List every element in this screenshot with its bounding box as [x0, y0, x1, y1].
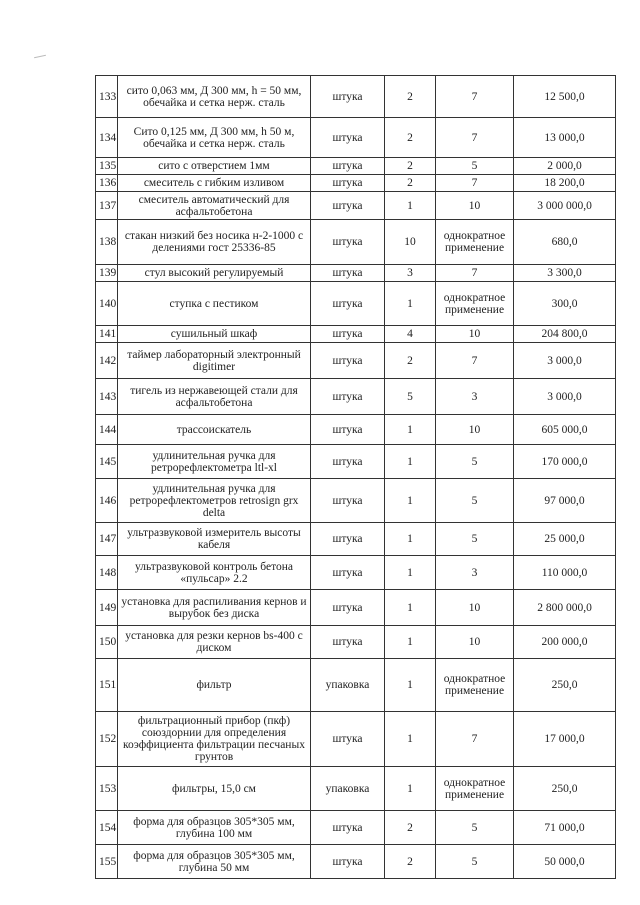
row-number: 139: [96, 265, 118, 282]
service-term: 7: [436, 265, 514, 282]
row-number: 140: [96, 282, 118, 326]
quantity: 4: [385, 326, 436, 343]
quantity: 1: [385, 590, 436, 626]
service-term: 5: [436, 158, 514, 175]
price: 3 000,0: [514, 379, 616, 415]
table-body: [96, 76, 616, 879]
row-number: 134: [96, 118, 118, 158]
unit-of-measure: штука: [311, 712, 385, 767]
item-name: смеситель автоматический для асфальтобетона: [118, 192, 311, 220]
service-term: 5: [436, 811, 514, 845]
service-term: 7: [436, 175, 514, 192]
quantity: 1: [385, 523, 436, 556]
item-name: сито с отверстием 1мм: [118, 158, 311, 175]
item-name: сито 0,063 мм, Д 300 мм, h = 50 мм, обечайка и сетка нерж. сталь: [118, 76, 311, 118]
item-name: фильтр: [118, 659, 311, 712]
quantity: 1: [385, 415, 436, 445]
row-number: 146: [96, 479, 118, 523]
row-number: 137: [96, 192, 118, 220]
row-number: 133: [96, 76, 118, 118]
row-number: 144: [96, 415, 118, 445]
unit-of-measure: штука: [311, 265, 385, 282]
row-number: 141: [96, 326, 118, 343]
price: 18 200,0: [514, 175, 616, 192]
price: 25 000,0: [514, 523, 616, 556]
item-name: смеситель с гибким изливом: [118, 175, 311, 192]
quantity: 2: [385, 76, 436, 118]
unit-of-measure: штука: [311, 379, 385, 415]
price: 200 000,0: [514, 626, 616, 659]
quantity: 2: [385, 158, 436, 175]
table-row: [96, 590, 616, 626]
service-term: 7: [436, 76, 514, 118]
table-row: [96, 282, 616, 326]
row-number: 142: [96, 343, 118, 379]
price: 2 800 000,0: [514, 590, 616, 626]
unit-of-measure: штука: [311, 282, 385, 326]
unit-of-measure: штука: [311, 343, 385, 379]
quantity: 2: [385, 343, 436, 379]
table-row: [96, 659, 616, 712]
quantity: 1: [385, 659, 436, 712]
price: 110 000,0: [514, 556, 616, 590]
service-term: 10: [436, 326, 514, 343]
item-name: ультразвуковой контроль бетона «пульсар» 2.2: [118, 556, 311, 590]
service-term: 7: [436, 118, 514, 158]
price: 2 000,0: [514, 158, 616, 175]
service-term: 3: [436, 379, 514, 415]
price: 3 300,0: [514, 265, 616, 282]
unit-of-measure: штука: [311, 192, 385, 220]
table-row: [96, 326, 616, 343]
price: 250,0: [514, 767, 616, 811]
price: 17 000,0: [514, 712, 616, 767]
service-term: однократное применение: [436, 659, 514, 712]
unit-of-measure: штука: [311, 556, 385, 590]
price: 12 500,0: [514, 76, 616, 118]
quantity: 1: [385, 712, 436, 767]
table-row: [96, 767, 616, 811]
item-name: фильтрационный прибор (пкф) союздорнии для определения коэффициента фильтрации песчаных грунтов: [118, 712, 311, 767]
table-row: [96, 445, 616, 479]
unit-of-measure: штука: [311, 479, 385, 523]
unit-of-measure: штука: [311, 415, 385, 445]
price: 3 000,0: [514, 343, 616, 379]
table-row: [96, 556, 616, 590]
price: 71 000,0: [514, 811, 616, 845]
row-number: 151: [96, 659, 118, 712]
service-term: 7: [436, 712, 514, 767]
price: 250,0: [514, 659, 616, 712]
price: 3 000 000,0: [514, 192, 616, 220]
table-row: [96, 118, 616, 158]
quantity: 2: [385, 811, 436, 845]
table-row: [96, 343, 616, 379]
row-number: 155: [96, 845, 118, 879]
unit-of-measure: штука: [311, 523, 385, 556]
table-row: [96, 523, 616, 556]
quantity: 1: [385, 445, 436, 479]
unit-of-measure: штука: [311, 118, 385, 158]
row-number: 154: [96, 811, 118, 845]
price: 204 800,0: [514, 326, 616, 343]
row-number: 138: [96, 220, 118, 265]
service-term: 3: [436, 556, 514, 590]
row-number: 143: [96, 379, 118, 415]
table-row: [96, 192, 616, 220]
unit-of-measure: штука: [311, 175, 385, 192]
quantity: 2: [385, 845, 436, 879]
row-number: 149: [96, 590, 118, 626]
unit-of-measure: штука: [311, 445, 385, 479]
quantity: 1: [385, 192, 436, 220]
quantity: 1: [385, 282, 436, 326]
service-term: 7: [436, 343, 514, 379]
service-term: 5: [436, 523, 514, 556]
table-row: [96, 220, 616, 265]
item-name: ультразвуковой измеритель высоты кабеля: [118, 523, 311, 556]
quantity: 1: [385, 479, 436, 523]
table-row: [96, 175, 616, 192]
item-name: удлинительная ручка для ретрорефлектометра ltl-xl: [118, 445, 311, 479]
table-row: [96, 379, 616, 415]
item-name: Сито 0,125 мм, Д 300 мм, h 50 м, обечайка и сетка нерж. сталь: [118, 118, 311, 158]
item-name: форма для образцов 305*305 мм, глубина 50 мм: [118, 845, 311, 879]
service-term: однократное применение: [436, 220, 514, 265]
row-number: 150: [96, 626, 118, 659]
service-term: однократное применение: [436, 282, 514, 326]
quantity: 1: [385, 556, 436, 590]
unit-of-measure: упаковка: [311, 767, 385, 811]
item-name: установка для распиливания кернов и вырубок без диска: [118, 590, 311, 626]
row-number: 135: [96, 158, 118, 175]
service-term: 5: [436, 445, 514, 479]
table-row: [96, 265, 616, 282]
row-number: 152: [96, 712, 118, 767]
item-name: ступка с пестиком: [118, 282, 311, 326]
unit-of-measure: штука: [311, 76, 385, 118]
row-number: 145: [96, 445, 118, 479]
table-row: [96, 811, 616, 845]
service-term: однократное применение: [436, 767, 514, 811]
quantity: 2: [385, 175, 436, 192]
quantity: 3: [385, 265, 436, 282]
quantity: 2: [385, 118, 436, 158]
unit-of-measure: штука: [311, 811, 385, 845]
quantity: 1: [385, 626, 436, 659]
service-term: 10: [436, 192, 514, 220]
row-number: 148: [96, 556, 118, 590]
service-term: 5: [436, 479, 514, 523]
price: 97 000,0: [514, 479, 616, 523]
quantity: 1: [385, 767, 436, 811]
table-row: [96, 76, 616, 118]
item-name: трассоискатель: [118, 415, 311, 445]
quantity: 10: [385, 220, 436, 265]
table-row: [96, 845, 616, 879]
unit-of-measure: штука: [311, 158, 385, 175]
service-term: 10: [436, 626, 514, 659]
price: 300,0: [514, 282, 616, 326]
unit-of-measure: штука: [311, 326, 385, 343]
price: 13 000,0: [514, 118, 616, 158]
item-name: стул высокий регулируемый: [118, 265, 311, 282]
table-row: [96, 626, 616, 659]
item-name: форма для образцов 305*305 мм, глубина 100 мм: [118, 811, 311, 845]
item-name: установка для резки кернов bs-400 с диском: [118, 626, 311, 659]
price: 680,0: [514, 220, 616, 265]
unit-of-measure: штука: [311, 590, 385, 626]
unit-of-measure: штука: [311, 220, 385, 265]
row-number: 136: [96, 175, 118, 192]
unit-of-measure: штука: [311, 845, 385, 879]
item-name: тигель из нержавеющей стали для асфальтобетона: [118, 379, 311, 415]
table-row: [96, 712, 616, 767]
unit-of-measure: штука: [311, 626, 385, 659]
item-name: удлинительная ручка для ретрорефлектометров retrosign grx delta: [118, 479, 311, 523]
table-row: [96, 158, 616, 175]
item-name: стакан низкий без носика н-2-1000 с делениями гост 25336-85: [118, 220, 311, 265]
price: 50 000,0: [514, 845, 616, 879]
service-term: 10: [436, 590, 514, 626]
table-row: [96, 415, 616, 445]
row-number: 153: [96, 767, 118, 811]
service-term: 10: [436, 415, 514, 445]
table-row: [96, 479, 616, 523]
equipment-table: [95, 75, 616, 879]
price: 605 000,0: [514, 415, 616, 445]
quantity: 5: [385, 379, 436, 415]
scan-mark: [34, 55, 46, 58]
unit-of-measure: упаковка: [311, 659, 385, 712]
row-number: 147: [96, 523, 118, 556]
price: 170 000,0: [514, 445, 616, 479]
item-name: фильтры, 15,0 см: [118, 767, 311, 811]
item-name: сушильный шкаф: [118, 326, 311, 343]
service-term: 5: [436, 845, 514, 879]
item-name: таймер лабораторный электронный digitimer: [118, 343, 311, 379]
